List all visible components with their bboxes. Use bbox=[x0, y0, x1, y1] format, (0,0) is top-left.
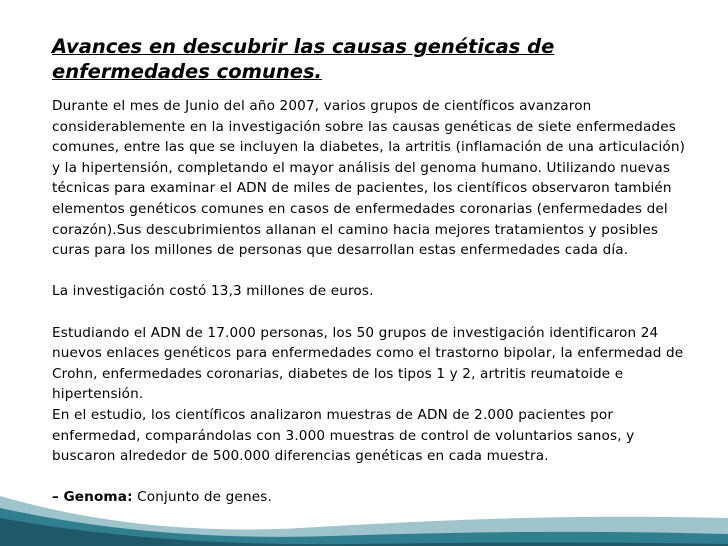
spacer bbox=[52, 302, 692, 323]
paragraph-cost: La investigación costó 13,3 millones de euros. bbox=[52, 283, 374, 300]
paragraph-samples: En el estudio, los científicos analizaron muestras de ADN de 2.000 pacientes por enfermedad, comparándolas con 3.000 muestras de control de voluntarios sanos, y buscaron alrededor de 500.000 diferencias genéticas en cada muestra. bbox=[52, 406, 635, 465]
slide-title: Avances en descubrir las causas genéticas de enfermedades comunes. bbox=[52, 35, 555, 83]
paragraph-study: Estudiando el ADN de 17.000 personas, los 50 grupos de investigación identificaron 24 nuevos enlaces genéticos para enfermedades como el trastorno bipolar, la enfermedad de Crohn, enfermedades coronarias, diabetes de los tipos 1 y 2, artritis reumatoide e hipertensión. bbox=[52, 324, 684, 403]
definition-text: Conjunto de genes. bbox=[137, 489, 272, 506]
spacer bbox=[52, 261, 692, 282]
slide-content bbox=[52, 34, 692, 508]
definition-bullet: – bbox=[52, 489, 59, 506]
bottom-wave-decoration bbox=[0, 456, 728, 546]
definition-term: Genoma: bbox=[63, 489, 133, 506]
paragraph-intro: Durante el mes de Junio del año 2007, varios grupos de científicos avanzaron considerablemente en la investigación sobre las causas genéticas de siete enfermedades comunes, entre las que se incluyen la diabetes, la artritis (inflamación de una articulación) y la hipertensión, completando el mayor análisis del genoma humano. Utilizando nuevas técnicas para examinar el ADN de miles de pacientes, los científicos observaron también elementos genéticos comunes en casos de enfermedades coronarias (enfermedades del corazón).Sus descubrimientos allanan el camino hacia mejores tratamientos y posibles curas para los millones de personas que desarrollan estas enfermedades cada día. bbox=[52, 98, 686, 259]
